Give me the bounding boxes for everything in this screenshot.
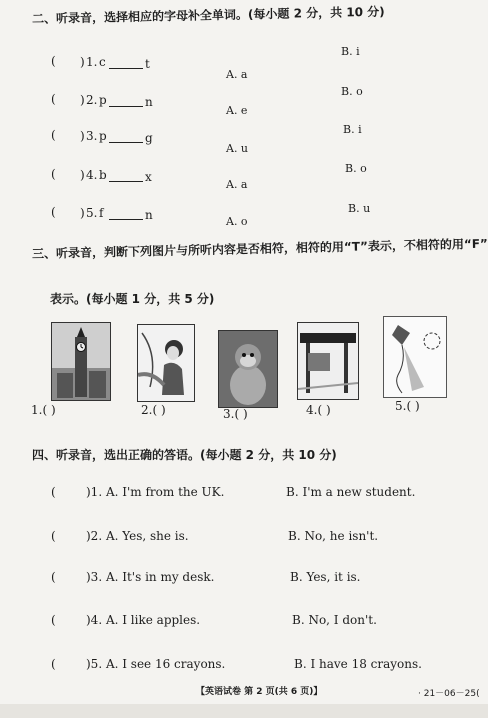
paren-close: ) bbox=[80, 206, 85, 220]
paren-open: ( bbox=[51, 485, 56, 499]
item-number: 5. bbox=[86, 206, 98, 220]
word-prefix: f bbox=[99, 206, 104, 220]
word-suffix: x bbox=[145, 170, 152, 184]
question-option-b: B. No, I don't. bbox=[292, 613, 377, 627]
question-option-a: )3. A. It's in my desk. bbox=[86, 570, 215, 584]
item-number: 3. bbox=[86, 129, 98, 143]
paren-open: ( bbox=[51, 54, 56, 68]
item-number: 4. bbox=[86, 168, 98, 182]
item-number: 1. bbox=[86, 55, 98, 69]
exam-code: · 21－06－25( bbox=[418, 689, 480, 699]
picture-3-answer[interactable]: 3.( ) bbox=[223, 407, 248, 421]
question-option-b: B. Yes, it is. bbox=[290, 570, 361, 584]
word-blank bbox=[109, 210, 143, 220]
picture-4-answer[interactable]: 4.( ) bbox=[306, 403, 331, 417]
question-option-a: )5. A. I see 16 crayons. bbox=[86, 657, 226, 671]
clock-tower-picture bbox=[51, 322, 111, 401]
word-blank bbox=[109, 172, 143, 182]
paren-open: ( bbox=[51, 613, 56, 627]
option-a: A. e bbox=[226, 104, 248, 117]
word-suffix: n bbox=[145, 95, 153, 109]
paren-open: ( bbox=[51, 529, 56, 543]
option-a: A. a bbox=[226, 68, 248, 81]
section3-heading-continued: 表示。(每小题 1 分，共 5 分) bbox=[50, 292, 215, 306]
section4-heading: 四、听录音，选出正确的答语。(每小题 2 分，共 10 分) bbox=[32, 448, 337, 462]
word-prefix: p bbox=[99, 93, 107, 107]
word-blank bbox=[109, 97, 143, 107]
word-suffix: t bbox=[145, 57, 150, 71]
option-a: A. u bbox=[226, 142, 249, 155]
item-number: 2. bbox=[86, 93, 98, 107]
question-option-b: B. I have 18 crayons. bbox=[294, 657, 422, 671]
paren-open: ( bbox=[51, 92, 56, 106]
paren-close: ) bbox=[80, 93, 85, 107]
desk-picture bbox=[297, 322, 359, 400]
option-b: B. i bbox=[341, 45, 360, 58]
option-b: B. o bbox=[345, 162, 367, 175]
kite-picture bbox=[383, 316, 447, 398]
section3-heading: 三、听录音，判断下列图片与所听内容是否相符，相符的用“T”表示，不相符的用“F” bbox=[31, 236, 488, 261]
picture-2-answer[interactable]: 2.( ) bbox=[141, 403, 166, 417]
monkey-picture bbox=[218, 330, 278, 408]
paren-open: ( bbox=[51, 128, 56, 142]
option-b: B. i bbox=[343, 123, 362, 136]
word-blank bbox=[109, 133, 143, 143]
paren-close: ) bbox=[80, 168, 85, 182]
picture-5-answer[interactable]: 5.( ) bbox=[395, 399, 420, 413]
question-option-b: B. I'm a new student. bbox=[286, 485, 416, 499]
word-suffix: n bbox=[145, 208, 153, 222]
paren-close: ) bbox=[80, 55, 85, 69]
page-bottom-edge bbox=[0, 704, 488, 718]
word-blank bbox=[109, 59, 143, 69]
paren-close: ) bbox=[80, 129, 85, 143]
picture-1-answer[interactable]: 1.( ) bbox=[31, 403, 56, 417]
paren-open: ( bbox=[51, 570, 56, 584]
option-b: B. u bbox=[348, 202, 371, 215]
girl-picture bbox=[137, 324, 195, 402]
question-option-a: )1. A. I'm from the UK. bbox=[86, 485, 225, 499]
paren-open: ( bbox=[51, 657, 56, 671]
section2-heading: 二、听录音，选择相应的字母补全单词。(每小题 2 分，共 10 分) bbox=[31, 4, 385, 26]
word-prefix: c bbox=[99, 55, 106, 69]
question-option-a: )4. A. I like apples. bbox=[86, 613, 201, 627]
option-b: B. o bbox=[341, 85, 363, 98]
word-prefix: b bbox=[99, 168, 107, 182]
word-suffix: g bbox=[145, 131, 153, 145]
paren-open: ( bbox=[51, 167, 56, 181]
option-a: A. o bbox=[226, 215, 248, 228]
question-option-b: B. No, he isn't. bbox=[288, 529, 379, 543]
question-option-a: )2. A. Yes, she is. bbox=[86, 529, 189, 543]
page-footer: 【英语试卷 第 2 页(共 6 页)】 bbox=[196, 687, 323, 697]
paren-open: ( bbox=[51, 205, 56, 219]
option-a: A. a bbox=[226, 178, 248, 191]
word-prefix: p bbox=[99, 129, 107, 143]
